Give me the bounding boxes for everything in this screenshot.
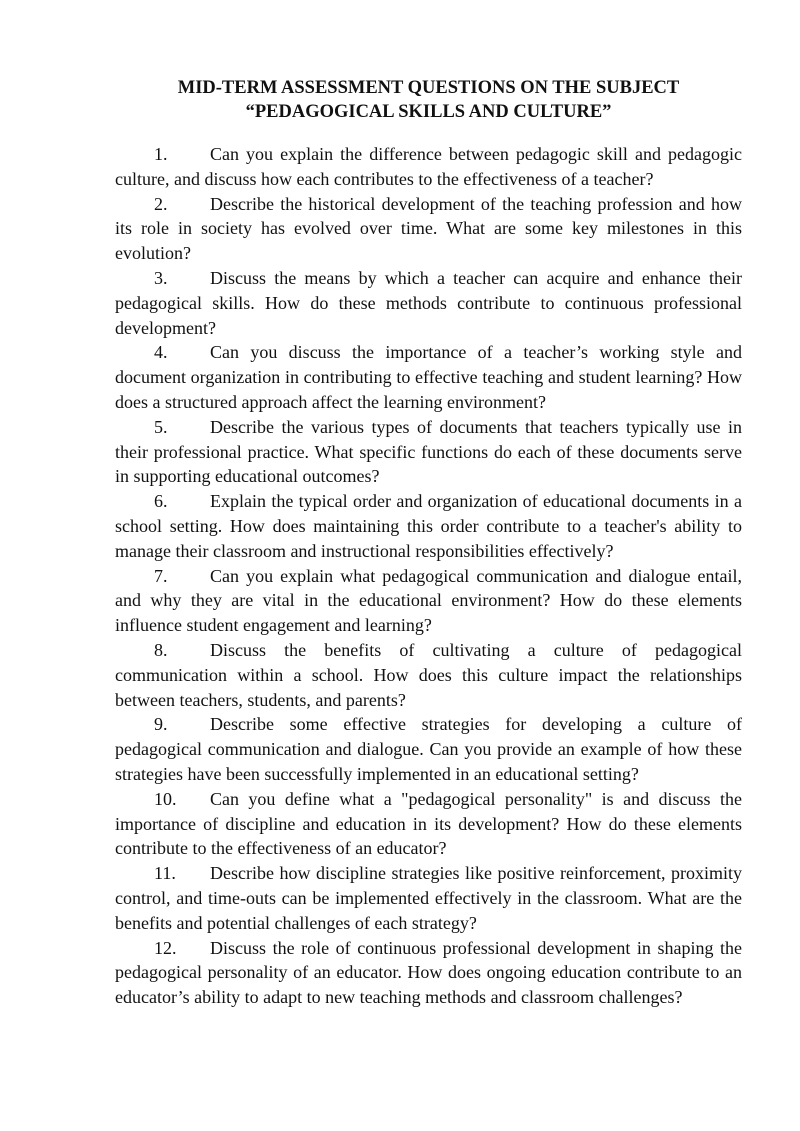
question-number: 5. xyxy=(154,416,168,437)
question-item xyxy=(115,564,742,638)
question-text: Discuss the benefits of cultivating a culture of pedagogical communication within a school. How does this culture impact the relationships between teachers, students, and parents? xyxy=(115,639,742,710)
question-text: Can you discuss the importance of a teacher’s working style and document organization in contributing to effective teaching and student learning? How does a structured approach affect the learning environment? xyxy=(115,342,742,412)
question-text: Describe how discipline strategies like positive reinforcement, proximity control, and time-outs can be implemented effectively in the classroom. What are the benefits and potential challenges of each strategy? xyxy=(115,863,742,933)
question-text: Describe some effective strategies for developing a culture of pedagogical communication and dialogue. Can you provide an example of how these strategies have been successfully implemented in an educational setting? xyxy=(115,714,742,784)
question-item xyxy=(115,142,742,192)
question-number: 12. xyxy=(154,937,177,958)
title-line-1: MID-TERM ASSESSMENT QUESTIONS ON THE SUBJECT xyxy=(177,78,680,98)
question-item xyxy=(115,638,742,712)
question-item xyxy=(115,266,742,340)
question-item xyxy=(115,489,742,563)
question-text: Discuss the role of continuous professional development in shaping the pedagogical personality of an educator. How does ongoing education contribute to an educator’s ability to adapt to new teaching methods and classroom challenges? xyxy=(115,937,742,1008)
question-text: Describe the various types of documents that teachers typically use in their professional practice. What specific functions do each of these documents serve in supporting educational outcomes? xyxy=(115,416,742,487)
question-number: 4. xyxy=(154,342,168,363)
question-text: Describe the historical development of the teaching profession and how its role in society has evolved over time. What are some key milestones in this evolution? xyxy=(115,193,742,264)
question-number: 6. xyxy=(154,491,168,512)
question-number: 8. xyxy=(154,639,168,660)
question-item xyxy=(115,861,742,935)
question-number: 9. xyxy=(154,714,168,735)
question-item xyxy=(115,340,742,414)
question-number: 10. xyxy=(154,788,177,809)
question-list xyxy=(115,142,742,1010)
title-line-2: “PEDAGOGICAL SKILLS AND CULTURE” xyxy=(245,102,612,122)
question-text: Explain the typical order and organization of educational documents in a school setting. How does maintaining this order contribute to a teacher's ability to manage their classroom and instructional responsibilities effectively? xyxy=(115,491,742,561)
document-title xyxy=(115,76,742,124)
question-item xyxy=(115,712,742,786)
question-text: Can you explain the difference between pedagogic skill and pedagogic culture, and discuss how each contributes to the effectiveness of a teacher? xyxy=(115,144,742,189)
question-item xyxy=(115,936,742,1010)
question-number: 2. xyxy=(154,193,168,214)
question-number: 7. xyxy=(154,565,168,586)
question-text: Can you define what a "pedagogical personality" is and discuss the importance of discipline and education in its development? How do these elements contribute to the effectiveness of an educator? xyxy=(115,788,742,859)
question-item xyxy=(115,415,742,489)
question-item xyxy=(115,192,742,266)
question-item xyxy=(115,787,742,861)
question-text: Can you explain what pedagogical communication and dialogue entail, and why they are vital in the educational environment? How do these elements influence student engagement and learning? xyxy=(115,565,742,636)
question-number: 11. xyxy=(154,863,176,884)
question-number: 3. xyxy=(154,267,168,288)
question-number: 1. xyxy=(154,144,168,164)
question-text: Discuss the means by which a teacher can acquire and enhance their pedagogical skills. How do these methods contribute to continuous professional development? xyxy=(115,267,742,338)
